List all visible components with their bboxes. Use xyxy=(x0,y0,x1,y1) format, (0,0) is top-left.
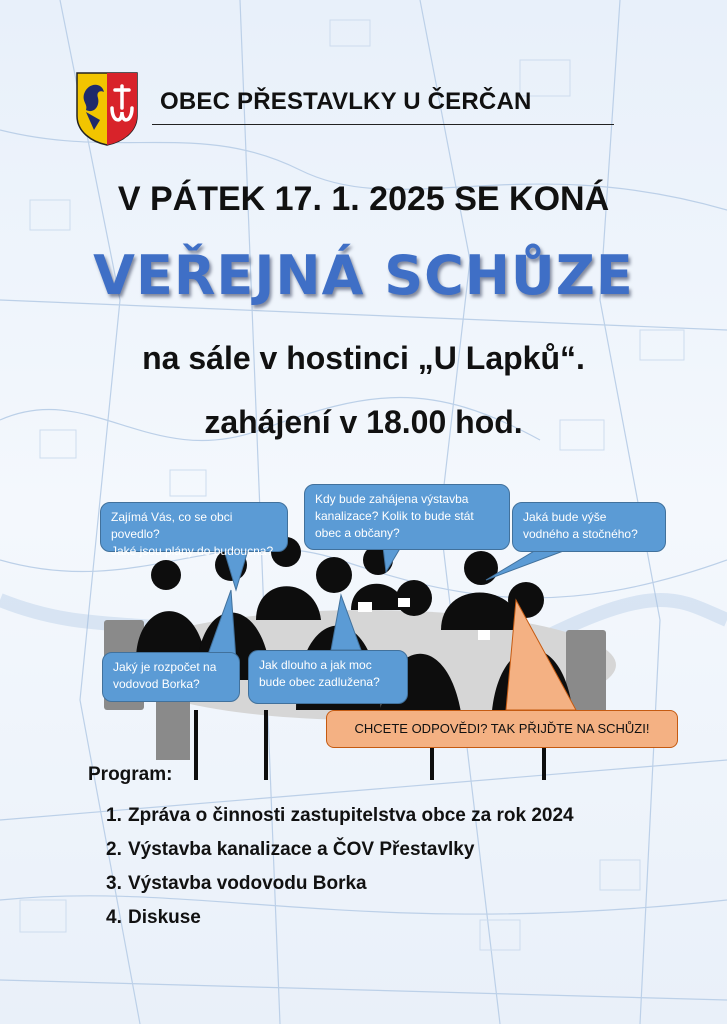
header-divider xyxy=(152,124,614,125)
question-bubble-debt xyxy=(248,650,408,704)
program-item-text: Zpráva o činnosti zastupitelstva obce za rok 2024 xyxy=(128,805,574,826)
bubble-line: vodného a stočného? xyxy=(523,527,638,541)
program-list xyxy=(106,802,574,938)
program-item-number: 1. xyxy=(106,805,122,826)
bubble-line: kanalizace? Kolik to bude stát xyxy=(315,509,474,523)
bubble-line: obec a občany? xyxy=(315,526,400,540)
program-heading: Program: xyxy=(88,764,173,785)
event-start-time: zahájení v 18.00 hod. xyxy=(204,404,523,440)
municipality-crest-logo xyxy=(76,72,138,146)
bubble-line: Kdy bude zahájena výstavba xyxy=(315,492,469,506)
program-item xyxy=(106,802,574,836)
program-item xyxy=(106,836,574,870)
bubble-line: Jak dlouho a jak moc xyxy=(259,658,372,672)
bubble-line: Jaká bude výše xyxy=(523,510,607,524)
question-bubble-achievements xyxy=(100,502,288,558)
question-bubble-water-budget xyxy=(102,652,240,702)
bubble-line: Jaké jsou plány do budoucna? xyxy=(111,544,274,558)
event-date-line: V PÁTEK 17. 1. 2025 SE KONÁ xyxy=(117,180,610,218)
bubble-line: Jaký je rozpočet na xyxy=(113,660,217,674)
program-item-number: 4. xyxy=(106,907,122,928)
bubble-line: Zajímá Vás, co se obci povedlo? xyxy=(111,510,233,541)
question-bubble-sewerage xyxy=(304,484,510,550)
program-item xyxy=(106,904,574,938)
call-to-action-box: CHCETE ODPOVĚDI? TAK PŘIJĎTE NA SCHŮZI! xyxy=(326,710,678,748)
municipality-name: OBEC PŘESTAVLKY U ČERČAN xyxy=(160,88,532,115)
question-bubble-water-fees xyxy=(512,502,666,552)
program-item-text: Diskuse xyxy=(128,907,201,928)
program-item-number: 2. xyxy=(106,839,122,860)
program-item-text: Výstavba vodovodu Borka xyxy=(128,873,367,894)
bubble-line: bude obec zadlužena? xyxy=(259,675,380,689)
bubble-line: vodovod Borka? xyxy=(113,677,200,691)
program-item-number: 3. xyxy=(106,873,122,894)
program-item xyxy=(106,870,574,904)
event-venue: na sále v hostinci „U Lapků“. xyxy=(142,340,585,376)
event-headline: VEŘEJNÁ SCHŮZE xyxy=(93,244,634,307)
program-item-text: Výstavba kanalizace a ČOV Přestavlky xyxy=(128,839,475,860)
